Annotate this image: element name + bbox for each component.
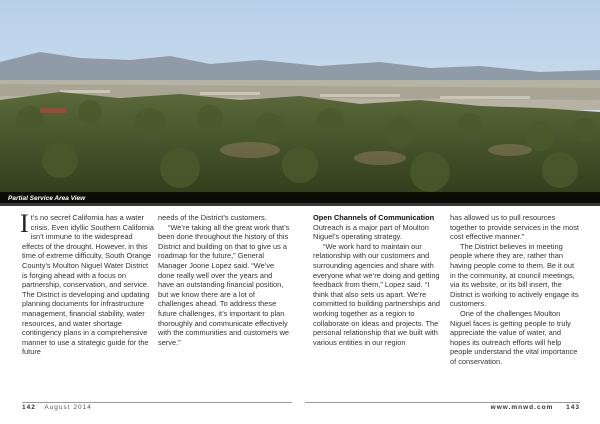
service-area-photo [0, 0, 600, 203]
article-column-2 [158, 213, 290, 347]
caption-strip [0, 192, 600, 206]
article-column-1 [20, 209, 154, 357]
footer-right [491, 404, 580, 411]
article-column-4 [450, 213, 580, 367]
issue-date: August 2014 [44, 404, 92, 411]
paragraph: has allowed us to pull resources together to provide services in the most cost effective manner.” [450, 213, 579, 242]
website-link[interactable]: www.mnwd.com [490, 404, 554, 411]
page-number-right: 143 [566, 404, 580, 411]
paragraph: The District believes in meeting people where they are, rather than having people come to them. Be it out in the community, at council meetings, via its website, or its bill insert, the District is working to actively engage its customers. [450, 241, 579, 309]
paragraph: One of the challenges Moulton Niguel faces is getting people to truly appreciate the value of water, and hopes its outreach efforts will help people understand the vital importance of conservation. [450, 308, 578, 366]
paragraph: needs of the District’s customers. [158, 213, 267, 222]
page-number-left: 142 [22, 404, 36, 411]
paragraph: t’s no secret California has a water crisis. Even idyllic Southern California isn’t immune to the widespread effects of the drought. However, in this time of extreme difficulty, South Orange County’s Moulton Niguel Water District is forging ahead with a focus on partnership, conservation, and service. The District is developing and updating planning documents for infrastructure management, financial stability, water resources, and water shortage contingency plans in a comprehensive manner to use a strategic guide for the future [22, 213, 154, 357]
paragraph: Outreach is a major part of Moulton Niguel’s operating strategy. [313, 222, 429, 242]
footer-left [22, 404, 92, 411]
article-column-3 [313, 213, 443, 347]
footer-divider-right [305, 402, 580, 403]
section-heading: Open Channels of Communication [313, 213, 435, 222]
footer-divider-left [22, 402, 292, 403]
photo-caption: Partial Service Area View [8, 195, 86, 202]
drop-cap: I [20, 209, 29, 238]
paragraph: “We’re taking all the great work that’s been done throughout the history of this District and building on that to give us a roadmap for the future,” General Manager Joone Lopez said. “We’ve done really well over the years and have an outstanding financial position, but we know there are a lot of challenges ahead. To address these future challenges, it’s important to plan thoroughly and communicate effectively with the communities and customers we serve.” [158, 222, 290, 347]
paragraph: “We work hard to maintain our relationship with our customers and surrounding agencies and share with everyone what we’re doing and getting feedback from them,” Lopez said. “I think that also sets us apart. We’re committed to building partnerships and working together as a region to collaborate on ideas and projects. The personal relationship that we built with various entities in our region [313, 241, 440, 347]
